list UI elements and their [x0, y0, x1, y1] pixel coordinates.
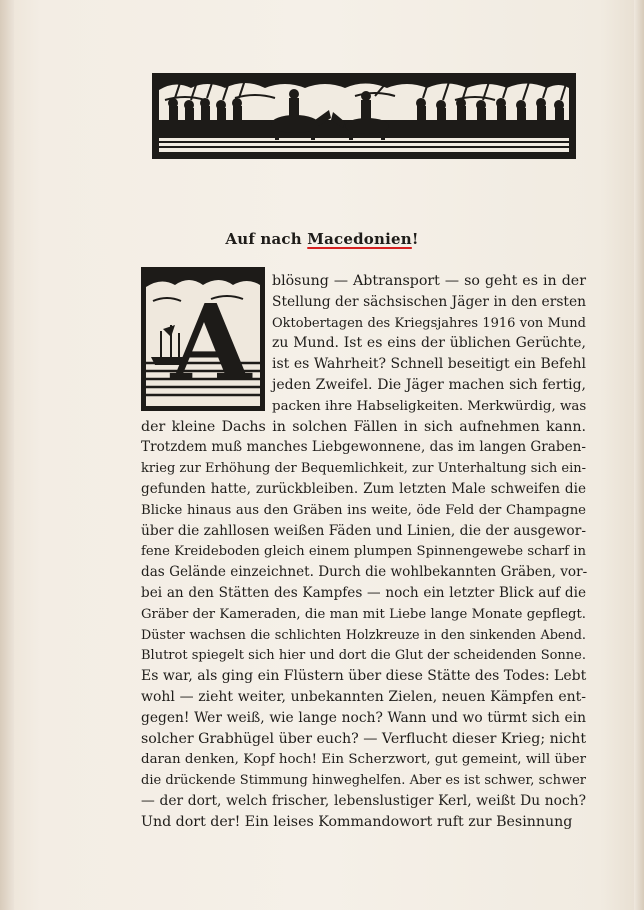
text-line: Es war, als ging ein Flüstern über diese Stätte des Todes: Lebt: [141, 668, 587, 685]
text-line: Düster wachsen die schlichten Holzkreuze in den sinkenden Abend.: [141, 627, 586, 643]
text-line: fene Kreideboden gleich einem plumpen Spinnengewebe scharf in: [141, 544, 586, 560]
text-line: über die zahllosen weißen Fäden und Linien, die der ausgewor-: [141, 522, 586, 539]
text-line: daran denken, Kopf hoch! Ein Scherzwort, gut gemeint, will über: [141, 752, 586, 768]
text-line: krieg zur Erhöhung der Bequemlichkeit, zur Unterhaltung sich ein-: [141, 461, 586, 477]
drop-initial-letter: [141, 267, 265, 411]
text-line: Und dort der! Ein leises Kommandowort ruft zur Besinnung: [141, 813, 573, 830]
text-line: zu Mund. Ist es eins der üblichen Gerüchte,: [272, 335, 586, 352]
text-line: wohl — zieht weiter, unbekannten Zielen, neuen Kämpfen ent-: [141, 689, 586, 705]
text-line: solcher Grabhügel über euch? — Verflucht dieser Krieg; nicht: [141, 730, 587, 747]
text-line: das Gelände einzeichnet. Durch die wohlbekannten Gräben, vor-: [141, 564, 588, 581]
text-line: Stellung der sächsischen Jäger in den ersten: [272, 293, 586, 310]
chapter-title-place: Macedonien: [307, 230, 412, 248]
text-line: ist es Wahrheit? Schnell beseitigt ein Befehl: [272, 356, 586, 373]
text-line: die drückende Stimmung hinweghelfen. Aber es ist schwer, schwer: [141, 773, 586, 789]
text-line: Oktobertagen des Kriegsjahres 1916 von Mund: [272, 315, 586, 331]
text-line: jeden Zweifel. Die Jäger machen sich fertig,: [272, 377, 586, 393]
drop-initial-glyph: A: [170, 281, 252, 404]
text-line: packen ihre Habseligkeiten. Merkwürdig, was: [272, 398, 587, 414]
text-line: der kleine Dachs in solchen Fällen in sich aufnehmen kann.: [141, 418, 586, 435]
text-line: gefunden hatte, zurückbleiben. Zum letzten Male schweifen die: [141, 481, 586, 497]
woodcut-banner-illustration: [152, 73, 576, 159]
chapter-title-prefix: Auf nach: [225, 230, 308, 248]
page-binding-shadow: [0, 0, 14, 910]
chapter-title: [0, 230, 644, 248]
text-line: Gräber der Kameraden, die man mit Liebe lange Monate gepflegt.: [141, 606, 586, 622]
text-line: blösung — Abtransport — so geht es in der: [272, 273, 586, 289]
text-line: Blutrot spiegelt sich hier und dort die Glut der scheidenden Sonne.: [141, 648, 586, 664]
text-line: — der dort, welch frischer, lebenslustiger Kerl, weißt Du noch?: [141, 793, 586, 809]
text-line: gegen! Wer weiß, wie lange noch? Wann und wo türmt sich ein: [141, 709, 586, 726]
text-line: Blicke hinaus aus den Gräben ins weite, öde Feld der Champagne: [141, 502, 586, 518]
page-edge-shadow: [634, 0, 644, 910]
text-line: Trotzdem muß manches Liebgewonnene, das im langen Graben-: [141, 439, 586, 456]
chapter-title-suffix: !: [411, 230, 419, 248]
text-line: bei an den Stätten des Kampfes — noch ein letzter Blick auf die: [141, 585, 586, 601]
